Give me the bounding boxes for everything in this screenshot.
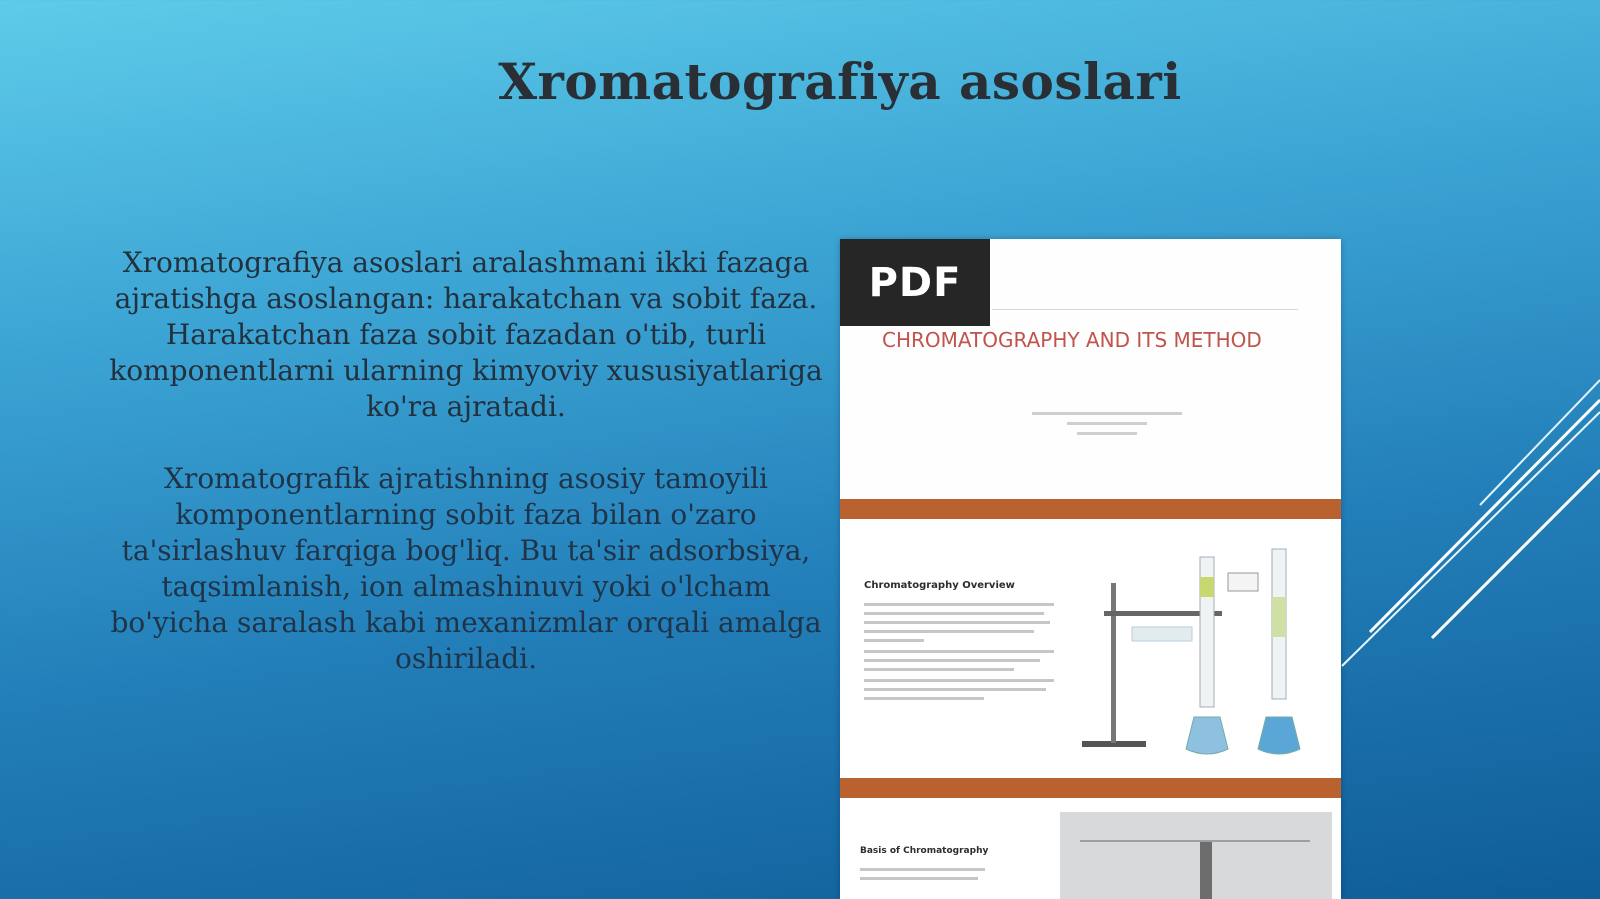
pdf-photo <box>1060 812 1332 899</box>
page-separator <box>840 499 1341 519</box>
paragraph-2: Xromatografik ajratishning asosiy tamoyili komponentlarning sobit faza bilan o'zaro ta'sirlashuv farqiga bog'liq. Bu ta'sir adsorbsiya, taqsimlanish, ion almashinuvi yoki o'lcham bo'yicha saralash kabi mexanizmlar orqali amalga oshiriladi. <box>110 462 822 675</box>
pdf-section-title: Chromatography Overview <box>864 580 1015 591</box>
pdf-authors-block <box>1022 412 1192 442</box>
slide-title: Xromatografiya asoslari <box>498 52 1182 111</box>
pdf-badge: PDF <box>840 239 990 326</box>
slide-body <box>108 245 824 713</box>
pdf-document-title: CHROMATOGRAPHY AND ITS METHOD <box>882 328 1262 352</box>
page-separator <box>840 778 1341 798</box>
decorative-lines <box>1330 370 1600 690</box>
pdf-thumbnail[interactable] <box>840 239 1341 899</box>
pdf-page-3 <box>840 798 1341 899</box>
chromatography-apparatus-icon <box>1082 537 1327 767</box>
pdf-section-title-2: Basis of Chromatography <box>860 846 989 856</box>
pdf-text-lines <box>860 868 990 886</box>
paragraph-1: Xromatografiya asoslari aralashmani ikki fazaga ajratishga asoslangan: harakatchan va sobit faza. Harakatchan faza sobit fazadan o'tib, turli komponentlarni ularning kimyoviy xususiyatlariga ko'ra ajratadi. <box>109 246 823 423</box>
title-rule <box>992 309 1298 310</box>
pdf-page-2 <box>840 519 1341 778</box>
pdf-text-lines <box>864 603 1060 706</box>
